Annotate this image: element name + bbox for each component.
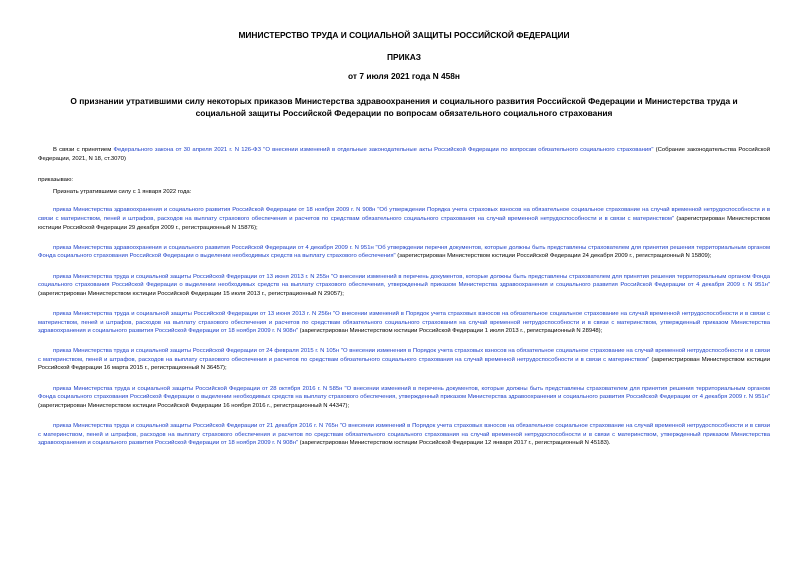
intro-paragraph (38, 146, 770, 163)
order-link[interactable]: приказ Министерства труда и социальной защиты Российской Федерации от 24 февраля 2015 г. N 105н "О внесении изменения в Порядок учета страховых взносов на обязательное социальное страхование на случай временной нетрудоспособности и в связи с материнством, пеней и штрафов, расходов на выплату страхового обеспечения и расчетов по средствам обязательного социального страхования на случай временной нетрудоспособности и в связи с материнством" (38, 348, 770, 363)
repealed-orders-list (38, 206, 770, 447)
order-link[interactable]: приказ Министерства здравоохранения и социального развития Российской Федерации от 4 декабря 2009 г. N 951н "Об утверждении перечня документов, которые должны быть представлены страхователем для принятия решения территориальным органом Фонда социального страхования Российской Федерации о выделении необходимых средств на выплату страхового обеспечения" (38, 244, 770, 260)
registration-note: (зарегистрирован Министерством юстиции Российской Федерации 16 марта 2015 г., регистрационный N 36457); (38, 356, 771, 372)
federal-law-link[interactable]: Федерального закона от 30 апреля 2021 г. N 126-ФЗ "О внесении изменений в отдельные законодательные акты Российской Федерации по вопросам обязательного социального страхования" (113, 147, 654, 153)
registration-note: (зарегистрирован Министерством юстиции Российской Федерации 16 ноября 2016 г., регистрационный N 44347); (38, 402, 350, 409)
document-type-heading: ПРИКАЗ (386, 52, 422, 62)
list-item (38, 206, 770, 232)
order-link[interactable]: приказ Министерства труда и социальной защиты Российской Федерации от 13 июня 2013 г. N 255н "О внесении изменений в перечень документов, которые должны быть представлены страхователем для принятия решения территориальным органом Фонда социального страхования Российской Федерации о выделении необходимых средств на выплату страхового обеспечения, утвержденный приказом Министерства здравоохранения и социального развития Российской Федерации от 4 декабря 2009 г. N 951н" (38, 273, 770, 289)
registration-note: (зарегистрирован Министерством юстиции Российской Федерации 15 июля 2013 г., регистрационный N 29057); (38, 290, 344, 297)
order-link[interactable]: приказ Министерства труда и социальной защиты Российской Федерации от 28 октября 2016 г. N 585н "О внесении изменений в перечень документов, которые должны быть представлены страхователем для принятия решения территориальным органом Фонда социального страхования Российской Федерации о выделении необходимых средств на выплату страхового обеспечения, утвержденный приказом Министерства здравоохранения и социального развития Российской Федерации от 4 декабря 2009 г. N 951н" (38, 385, 770, 401)
order-link[interactable]: приказ Министерства здравоохранения и социального развития Российской Федерации от 18 ноября 2009 г. N 908н "Об утверждении Порядка учета страховых взносов на обязательное социальное страхование на случай временной нетрудоспособности и в связи с материнством, пеней и штрафов, расходов на выплату страхового обеспечения и расчетов по средствам обязательного социального страхования на случай временной нетрудоспособности и в связи с материнством" (38, 207, 770, 222)
registration-note: (зарегистрирован Министерством юстиции Российской Федерации 29 декабря 2009 г., регистрационный N 15876); (38, 215, 770, 231)
intro-lead: В связи с принятием (53, 147, 114, 153)
list-item (38, 347, 770, 373)
document-page (38, 30, 770, 448)
document-date-number: от 7 июля 2021 года N 458н (348, 71, 460, 81)
list-item (38, 385, 770, 411)
registration-note: (зарегистрирован Министерством юстиции Российской Федерации 1 июля 2013 г., регистрационный N 28948); (298, 328, 603, 335)
intro-tail: (Собрание законодательства Российской Федерации, 2021, N 18, ст.3070) (38, 147, 771, 162)
ministry-heading: МИНИСТЕРСТВО ТРУДА И СОЦИАЛЬНОЙ ЗАЩИТЫ РОССИЙСКОЙ ФЕДЕРАЦИИ (238, 30, 570, 40)
list-item (38, 273, 770, 299)
list-item (38, 244, 770, 261)
recognize-invalid-text: Признать утратившими силу с 1 января 2022 года: (53, 188, 192, 195)
registration-note: (зарегистрирован Министерством юстиции Российской Федерации 24 декабря 2009 г., регистрационный N 15809); (395, 253, 712, 260)
document-title: О признании утратившими силу некоторых приказов Министерства здравоохранения и социального развития Российской Федерации и Министерства труда и социальной защиты Российской Федерации по вопросам обязательного социального страхования (70, 96, 738, 118)
registration-note: (зарегистрирован Министерством юстиции Российской Федерации 12 января 2017 г., регистрационный N 45183). (298, 440, 611, 447)
list-item (38, 422, 770, 448)
order-link[interactable]: приказ Министерства труда и социальной защиты Российской Федерации от 21 декабря 2016 г. N 765н "О внесении изменений в Порядок учета страховых взносов на обязательное социальное страхование на случай временной нетрудоспособности и в связи с материнством, пеней и штрафов, расходов на выплату страхового обеспечения и расчетов по средствам обязательного социального страхования на случай временной нетрудоспособности и в связи с материнством, утвержденный приказом Министерства здравоохранения и социального развития Российской Федерации от 18 ноября 2009 г. N 908н" (38, 423, 770, 447)
order-word: приказываю: (38, 177, 74, 184)
order-link[interactable]: приказ Министерства труда и социальной защиты Российской Федерации от 13 июня 2013 г. N 256н "О внесении изменений в Порядок учета страховых взносов на обязательное социальное страхование на случай временной нетрудоспособности и в связи с материнством, пеней и штрафов, расходов на выплату страхового обеспечения и расчетов по средствам обязательного социального страхования на случай временной нетрудоспособности и в связи с материнством, утвержденный приказом Министерства здравоохранения и социального развития Российской Федерации от 18 ноября 2009 г. N 908н" (38, 310, 770, 335)
list-item (38, 310, 770, 336)
